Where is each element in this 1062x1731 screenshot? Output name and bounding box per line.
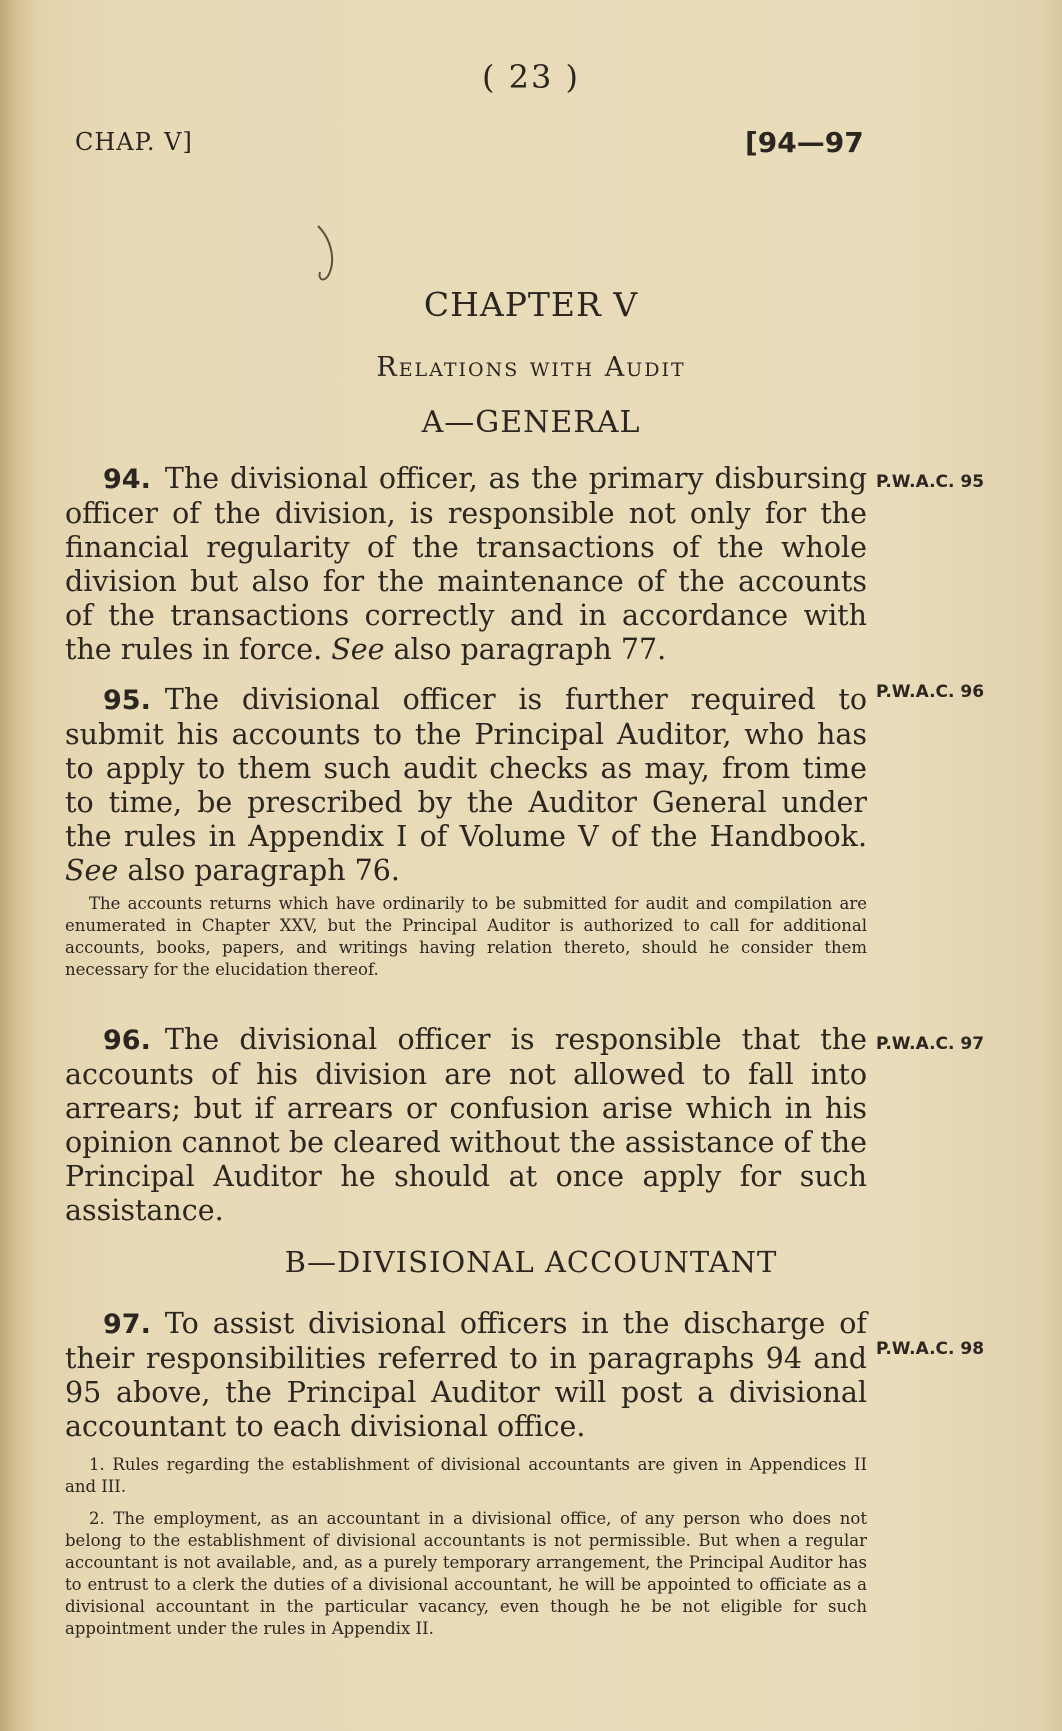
- paragraph-range: [94—97: [745, 126, 864, 159]
- paragraph-number: 96.: [103, 1025, 151, 1056]
- footnote-text: The accounts returns which have ordinarily to be submitted for audit and compilation are enumerated in Chapter XXV, but the Principal Auditor is authorized to call for additional accounts, books, papers, and writings having relation thereto, should he consider them necessary for the elucidation thereof.: [65, 894, 867, 979]
- margin-reference: P.W.A.C. 97: [876, 1034, 985, 1054]
- paragraph-number: 97.: [103, 1309, 151, 1340]
- chapter-reference: CHAP. V]: [75, 128, 193, 156]
- paragraph-number: 94.: [103, 464, 151, 495]
- paragraph-96: [65, 1023, 867, 1228]
- paragraph-text-tail: also paragraph 77.: [384, 633, 667, 666]
- page-number: ( 23 ): [481, 58, 581, 96]
- paragraph-text: The divisional officer is responsible that the accounts of his division are not allowed to fall into arrears; but if arrears or confusion arise which in his opinion cannot be cleared without the assistance of the Principal Auditor he should at once apply for such assistance.: [65, 1023, 867, 1227]
- chapter-subtitle: Relations with Audit: [376, 352, 686, 383]
- footnote-95: [65, 893, 867, 981]
- paragraph-text: The divisional officer, as the primary disbursing officer of the division, is responsible not only for the financial regularity of the transactions of the whole division but also for the maintenance of the accounts of the transactions correctly and in accordance with the rules in force.: [65, 462, 867, 666]
- footnote-text: 2. The employment, as an accountant in a divisional office, of any person who does not belong to the establishment of divisional accountants is not permissible. But when a regular accountant is not available, and, as a purely temporary arrangement, the Principal Auditor has to entrust to a clerk the duties of a divisional accountant, he will be appointed to officiate as a divisional accountant in the particular vacancy, even though he be not eligible for such appointment under the rules in Appendix II.: [65, 1509, 867, 1638]
- footnote-97-1: [65, 1454, 867, 1498]
- see-reference: See: [331, 633, 385, 666]
- section-heading-divisional-accountant: B—DIVISIONAL ACCOUNTANT: [284, 1245, 778, 1279]
- paragraph-text: The divisional officer is further required to submit his accounts to the Principal Auditor, who has to apply to them such audit checks as may, from time to time, be prescribed by the Auditor General under the rules in Appendix I of Volume V of the Handbook.: [65, 683, 867, 853]
- see-reference: See: [65, 854, 119, 887]
- section-heading-general: A—GENERAL: [421, 405, 641, 440]
- footnote-97-2: [65, 1508, 867, 1640]
- margin-reference: P.W.A.C. 96: [876, 682, 985, 702]
- paragraph-95: [65, 683, 867, 888]
- margin-reference: P.W.A.C. 98: [876, 1339, 985, 1359]
- pencil-mark: [310, 222, 360, 292]
- paragraph-number: 95.: [103, 685, 151, 716]
- paragraph-94: [65, 462, 867, 667]
- paragraph-text: To assist divisional officers in the discharge of their responsibilities referred to in paragraphs 94 and 95 above, the Principal Auditor will post a divisional accountant to each divisional office.: [65, 1307, 867, 1443]
- margin-reference: P.W.A.C. 95: [876, 472, 985, 492]
- paragraph-text-tail: also paragraph 76.: [118, 854, 400, 887]
- chapter-title: CHAPTER V: [423, 285, 639, 324]
- paragraph-97: [65, 1307, 867, 1444]
- footnote-text: 1. Rules regarding the establishment of divisional accountants are given in Appendices II and III.: [65, 1455, 867, 1496]
